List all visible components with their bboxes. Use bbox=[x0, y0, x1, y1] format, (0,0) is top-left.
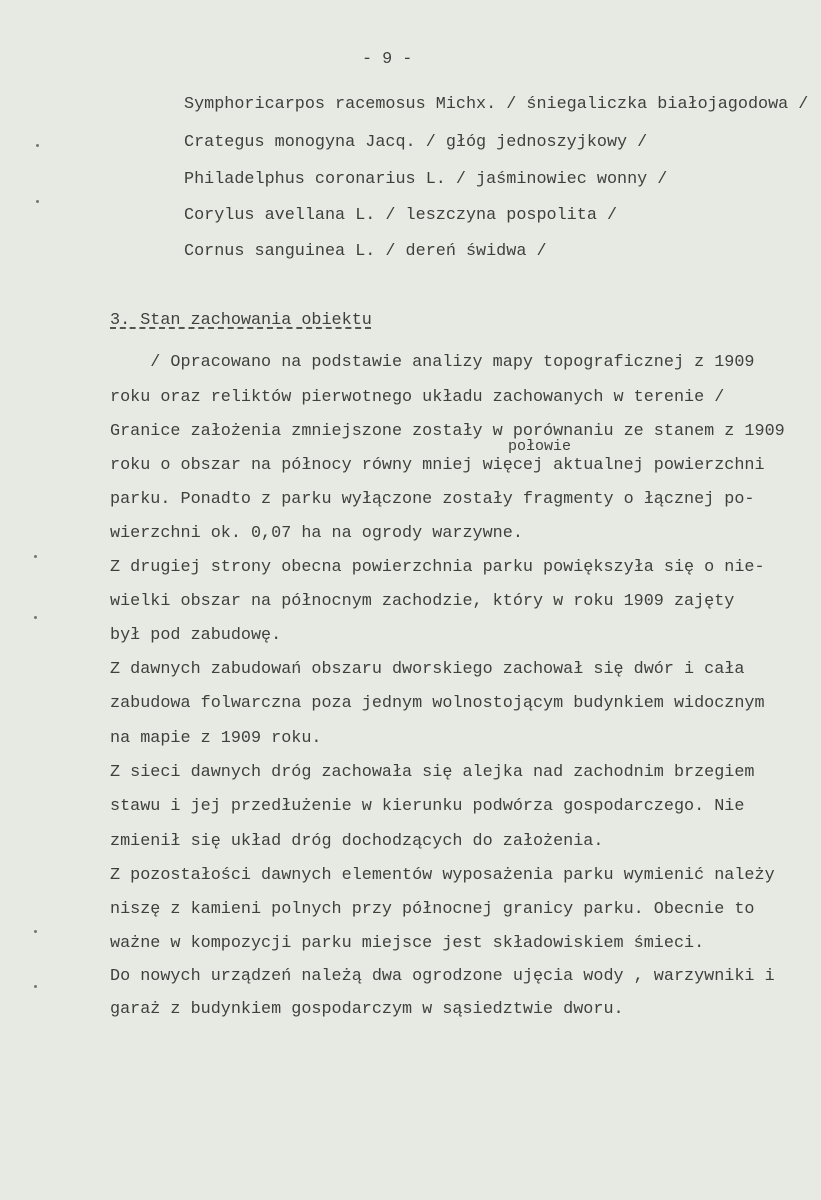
margin-mark bbox=[34, 616, 37, 619]
body-line: niszę z kamieni polnych przy północnej granicy parku. Obecnie to bbox=[110, 900, 755, 919]
body-line: Z sieci dawnych dróg zachowała się alejka nad zachodnim brzegiem bbox=[110, 763, 755, 782]
body-line: Z drugiej strony obecna powierzchnia parku powiększyła się o nie- bbox=[110, 558, 765, 577]
body-line: Z pozostałości dawnych elementów wyposażenia parku wymienić należy bbox=[110, 866, 775, 885]
interlinear-insert: połowie bbox=[508, 438, 572, 455]
body-line: zabudowa folwarczna poza jednym wolnostojącym budynkiem widocznym bbox=[110, 694, 765, 713]
plant-list-item: Cornus sanguinea L. / dereń świdwa / bbox=[184, 242, 547, 261]
body-line: Granice założenia zmniejszone zostały w porównaniu ze stanem z 1909 bbox=[110, 422, 785, 441]
body-line: roku o obszar na północy równy mniej więcej aktualnej powierzchni bbox=[110, 456, 765, 475]
body-line: parku. Ponadto z parku wyłączone zostały fragmenty o łącznej po- bbox=[110, 490, 755, 509]
body-line: ważne w kompozycji parku miejsce jest składowiskiem śmieci. bbox=[110, 934, 705, 953]
margin-mark bbox=[34, 930, 37, 933]
body-line: stawu i jej przedłużenie w kierunku podwórza gospodarczego. Nie bbox=[110, 797, 745, 816]
body-line: zmienił się układ dróg dochodzących do założenia. bbox=[110, 832, 604, 851]
body-line: garaż z budynkiem gospodarczym w sąsiedztwie dworu. bbox=[110, 1000, 624, 1019]
page-number: - 9 - bbox=[362, 50, 413, 69]
plant-list-item: Corylus avellana L. / leszczyna pospolita / bbox=[184, 206, 618, 225]
plant-list-item: Symphoricarpos racemosus Michx. / śniegaliczka białojagodowa / bbox=[184, 95, 809, 114]
body-line: roku oraz reliktów pierwotnego układu zachowanych w terenie / bbox=[110, 388, 725, 407]
body-line: wielki obszar na północnym zachodzie, który w roku 1909 zajęty bbox=[110, 592, 735, 611]
margin-mark bbox=[34, 555, 37, 558]
body-line: Z dawnych zabudowań obszaru dworskiego zachował się dwór i cała bbox=[110, 660, 745, 679]
body-line: był pod zabudowę. bbox=[110, 626, 282, 645]
margin-mark bbox=[36, 144, 39, 147]
plant-list-item: Crategus monogyna Jacq. / głóg jednoszyjkowy / bbox=[184, 133, 648, 152]
body-line: Do nowych urządzeń należą dwa ogrodzone ujęcia wody , warzywniki i bbox=[110, 967, 775, 986]
body-line: wierzchni ok. 0,07 ha na ogrody warzywne. bbox=[110, 524, 523, 543]
body-line: / Opracowano na podstawie analizy mapy topograficznej z 1909 bbox=[110, 353, 755, 372]
section-heading: 3. Stan zachowania obiektu bbox=[110, 311, 372, 330]
plant-list-item: Philadelphus coronarius L. / jaśminowiec wonny / bbox=[184, 170, 668, 189]
margin-mark bbox=[36, 200, 39, 203]
body-line: na mapie z 1909 roku. bbox=[110, 729, 322, 748]
margin-mark bbox=[34, 985, 37, 988]
